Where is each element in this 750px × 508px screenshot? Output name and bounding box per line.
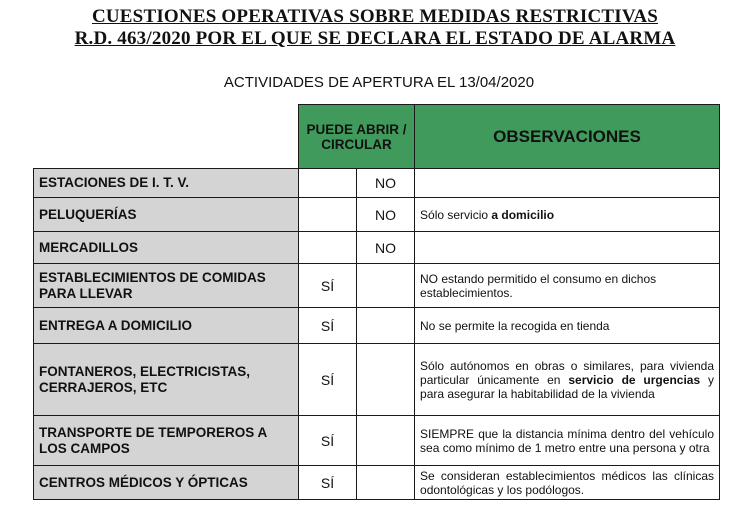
row-label: MERCADILLOS [34,232,299,264]
cell-observation: SIEMPRE que la distancia mínima dentro del vehículo sea como mínimo de 1 metro entre una persona y otra [415,416,720,466]
table-row [34,466,720,500]
observation-text: Sólo servicio [420,207,492,222]
cell-no [357,344,415,416]
cell-observation: Se consideran establecimientos médicos las clínicas odontológicas y los podólogos. [415,466,720,500]
cell-observation [415,198,720,232]
cell-observation [415,344,720,416]
cell-observation: No se permite la recogida en tienda [415,308,720,344]
header-blank-cell [34,105,299,169]
cell-no [357,264,415,308]
title-line-1: CUESTIONES OPERATIVAS SOBRE MEDIDAS RESTRICTIVAS [91,6,659,27]
table-row [34,169,720,198]
title-line-2: R.D. 463/2020 POR EL QUE SE DECLARA EL ESTADO DE ALARMA [74,28,676,49]
table-row [34,264,720,308]
cell-si [299,232,357,264]
row-label: TRANSPORTE DE TEMPOREROS A LOS CAMPOS [34,416,299,466]
cell-si: SÍ [299,416,357,466]
cell-si: SÍ [299,466,357,500]
table-row [34,344,720,416]
cell-si [299,198,357,232]
row-label: CENTROS MÉDICOS Y ÓPTICAS [34,466,299,500]
cell-si: SÍ [299,344,357,416]
row-label: ENTREGA A DOMICILIO [34,308,299,344]
row-label: PELUQUERÍAS [34,198,299,232]
activities-table [33,104,720,500]
cell-si: SÍ [299,264,357,308]
cell-observation [415,232,720,264]
observation-bold-text: servicio de urgencias [568,372,701,387]
cell-no: NO [357,198,415,232]
observation-text-tail: y para asegurar la habitabilidad de la vivienda [420,372,715,401]
cell-no [357,308,415,344]
header-observaciones: OBSERVACIONES [415,105,720,169]
header-puede-abrir: PUEDE ABRIR / CIRCULAR [299,105,415,169]
cell-observation: NO estando permitido el consumo en dichos establecimientos. [415,264,720,308]
table-row [34,416,720,466]
table-header-row [34,105,720,169]
cell-si: SÍ [299,308,357,344]
cell-no [357,466,415,500]
table-row [34,198,720,232]
cell-no [357,416,415,466]
observation-text: Sólo autónomos en obras o similares, para vivienda particular únicamente en [420,358,715,387]
observation-bold-text: a domicilio [491,207,555,222]
cell-no: NO [357,169,415,198]
document-title [0,6,750,50]
row-label: ESTACIONES DE I. T. V. [34,169,299,198]
row-label: ESTABLECIMIENTOS DE COMIDAS PARA LLEVAR [34,264,299,308]
table-row [34,232,720,264]
table-row [34,308,720,344]
cell-no: NO [357,232,415,264]
subtitle: ACTIVIDADES DE APERTURA EL 13/04/2020 [223,74,535,91]
cell-observation [415,169,720,198]
cell-si [299,169,357,198]
row-label: FONTANEROS, ELECTRICISTAS, CERRAJEROS, ETC [34,344,299,416]
